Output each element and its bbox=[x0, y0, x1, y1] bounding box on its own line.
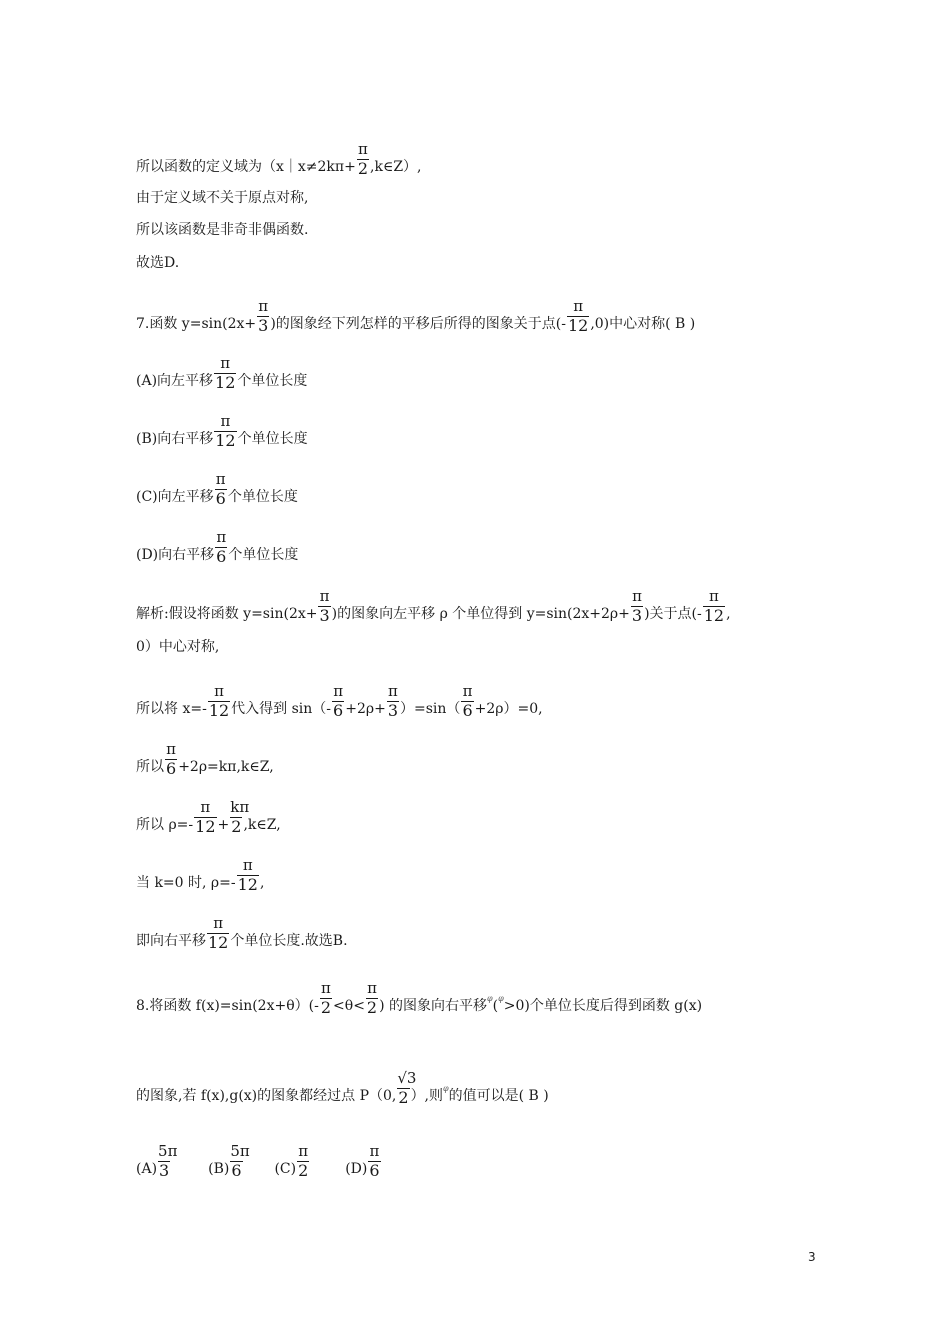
option-label: (C) bbox=[274, 1161, 297, 1177]
fraction bbox=[631, 587, 643, 625]
fraction-numerator: π bbox=[237, 856, 259, 876]
solution-answer-6: 故选D. bbox=[136, 255, 180, 271]
fraction-denominator: 3 bbox=[258, 316, 269, 335]
option-b bbox=[136, 412, 308, 450]
fraction bbox=[237, 856, 259, 894]
fraction-numerator: π bbox=[333, 682, 344, 700]
fraction-denominator: 2 bbox=[366, 998, 378, 1017]
fraction bbox=[387, 682, 399, 720]
fraction-denominator: 12 bbox=[208, 933, 229, 952]
fraction-numerator: π bbox=[367, 979, 377, 997]
fraction-numerator: π bbox=[369, 1142, 380, 1160]
text: ,k∈Z）, bbox=[370, 159, 422, 175]
text: +2ρ）=0, bbox=[474, 701, 543, 717]
text: 7.函数 y=sin(2x+ bbox=[136, 316, 257, 332]
option-label: (B) bbox=[208, 1161, 230, 1177]
fraction-denominator: 6 bbox=[333, 701, 344, 720]
text: ( bbox=[492, 998, 499, 1014]
fraction-numerator: π bbox=[358, 140, 368, 158]
fraction-denominator: 12 bbox=[195, 817, 216, 836]
fraction-numerator: 5π bbox=[230, 1142, 250, 1160]
question-8-line-2 bbox=[136, 1069, 549, 1107]
fraction bbox=[215, 470, 227, 508]
fraction-denominator: 6 bbox=[216, 547, 227, 566]
text: (C)向左平移 bbox=[136, 489, 214, 505]
question-7 bbox=[136, 297, 696, 335]
text: (D)向右平移 bbox=[136, 547, 215, 563]
fraction bbox=[214, 354, 236, 392]
fraction-numerator: π bbox=[567, 297, 589, 317]
solution-7-line-7 bbox=[136, 914, 348, 952]
text: 所以将 x=- bbox=[136, 701, 207, 717]
fraction bbox=[297, 1142, 309, 1180]
fraction bbox=[332, 682, 344, 720]
text: , bbox=[726, 606, 731, 622]
fraction-denominator: 2 bbox=[357, 159, 369, 178]
fraction bbox=[194, 798, 216, 836]
fraction bbox=[368, 1142, 380, 1180]
text: 所以 bbox=[136, 759, 164, 775]
fraction-denominator: 2 bbox=[320, 998, 332, 1017]
fraction-denominator: 2 bbox=[231, 817, 242, 836]
phi-symbol: φ bbox=[443, 1084, 449, 1093]
page-number: 3 bbox=[808, 1250, 816, 1264]
phi-symbol: φ bbox=[498, 994, 504, 1003]
fraction-denominator: 3 bbox=[387, 701, 399, 720]
solution-line-3: 所以该函数是非奇非偶函数. bbox=[136, 222, 309, 238]
text: ,k∈Z, bbox=[243, 817, 281, 833]
fraction bbox=[703, 587, 725, 625]
fraction-denominator: 6 bbox=[369, 1161, 380, 1180]
solution-domain-line bbox=[136, 140, 422, 178]
fraction-denominator: 6 bbox=[462, 701, 473, 720]
text: 的值可以是( B ) bbox=[448, 1088, 549, 1104]
fraction-denominator: 3 bbox=[159, 1161, 170, 1180]
text: ) 的图象向右平移 bbox=[379, 998, 488, 1014]
fraction-numerator: π bbox=[215, 470, 226, 488]
fraction-numerator: √3 bbox=[397, 1069, 417, 1087]
text: 个单位长度 bbox=[228, 547, 299, 563]
fraction-numerator: kπ bbox=[230, 798, 250, 816]
solution-7-line-1 bbox=[136, 587, 731, 625]
fraction-numerator: π bbox=[214, 412, 236, 432]
fraction-numerator: π bbox=[462, 682, 473, 700]
option-label: (A) bbox=[136, 1161, 158, 1177]
text: + bbox=[217, 817, 230, 833]
text: (A)向左平移 bbox=[136, 373, 214, 389]
question-8-line-1 bbox=[136, 979, 703, 1017]
text: ）=sin（ bbox=[400, 701, 461, 717]
fraction bbox=[320, 979, 332, 1017]
text: 个单位长度 bbox=[227, 489, 298, 505]
text: >0)个单位长度后得到函数 g(x) bbox=[503, 998, 703, 1014]
fraction bbox=[207, 914, 229, 952]
fraction-denominator: 6 bbox=[215, 489, 226, 508]
fraction-numerator: π bbox=[319, 587, 330, 605]
fraction-denominator: 2 bbox=[398, 1088, 409, 1107]
solution-line-2: 由于定义域不关于原点对称, bbox=[136, 190, 309, 206]
text: 个单位长度 bbox=[237, 373, 308, 389]
fraction-numerator: 5π bbox=[158, 1142, 178, 1160]
text: 所以 ρ=- bbox=[136, 817, 194, 833]
fraction-numerator: π bbox=[194, 798, 216, 818]
option-c bbox=[274, 1142, 310, 1180]
fraction-numerator: π bbox=[214, 354, 236, 374]
fraction-denominator: 12 bbox=[703, 606, 725, 625]
fraction-numerator: π bbox=[298, 1142, 309, 1160]
fraction bbox=[318, 587, 330, 625]
text: )的图象经下列怎样的平移后所得的图象关于点(- bbox=[270, 316, 566, 332]
option-d bbox=[345, 1142, 381, 1180]
option-label: (D) bbox=[345, 1161, 368, 1177]
fraction-denominator: 6 bbox=[231, 1161, 242, 1180]
fraction-numerator: π bbox=[258, 297, 269, 315]
fraction bbox=[165, 740, 177, 778]
fraction-numerator: π bbox=[387, 682, 398, 700]
fraction-denominator: 2 bbox=[298, 1161, 309, 1180]
fraction-denominator: 12 bbox=[237, 875, 258, 894]
fraction-denominator: 12 bbox=[208, 701, 230, 720]
fraction bbox=[215, 528, 227, 566]
solution-7-line-6 bbox=[136, 856, 265, 894]
fraction-numerator: π bbox=[632, 587, 642, 605]
solution-7-line-2: 0）中心对称, bbox=[136, 639, 220, 655]
text: 的图象,若 f(x),g(x)的图象都经过点 P（0, bbox=[136, 1088, 397, 1104]
fraction bbox=[461, 682, 473, 720]
text: <θ< bbox=[333, 998, 365, 1014]
text: 所以函数的定义域为（x｜x≠2kπ+ bbox=[136, 159, 356, 175]
fraction-numerator: π bbox=[166, 740, 177, 758]
fraction-numerator: π bbox=[216, 528, 227, 546]
option-a bbox=[136, 354, 308, 392]
fraction bbox=[397, 1069, 417, 1107]
fraction bbox=[567, 297, 589, 335]
fraction bbox=[357, 140, 369, 178]
fraction-denominator: 3 bbox=[319, 606, 330, 625]
fraction-denominator: 3 bbox=[631, 606, 643, 625]
fraction-numerator: π bbox=[208, 682, 230, 702]
text: 个单位长度 bbox=[237, 431, 308, 447]
text: 8.将函数 f(x)=sin(2x+θ）(- bbox=[136, 998, 319, 1014]
text: +2ρ=kπ,k∈Z, bbox=[178, 759, 274, 775]
text: ）,则 bbox=[410, 1088, 444, 1104]
fraction bbox=[208, 682, 230, 720]
text: +2ρ+ bbox=[345, 701, 386, 717]
fraction-denominator: 12 bbox=[567, 316, 589, 335]
text: 代入得到 sin（- bbox=[231, 701, 332, 717]
fraction-numerator: π bbox=[321, 979, 331, 997]
text: 即向右平移 bbox=[136, 933, 206, 949]
solution-7-line-4 bbox=[136, 740, 274, 778]
fraction bbox=[214, 412, 236, 450]
option-c bbox=[136, 470, 298, 508]
fraction-denominator: 6 bbox=[166, 759, 177, 778]
option-d bbox=[136, 528, 299, 566]
fraction-denominator: 12 bbox=[215, 431, 236, 450]
text: (B)向右平移 bbox=[136, 431, 214, 447]
text: 个单位长度.故选B. bbox=[230, 933, 348, 949]
fraction-numerator: π bbox=[703, 587, 725, 607]
fraction-numerator: π bbox=[207, 914, 229, 934]
text: 解析:假设将函数 y=sin(2x+ bbox=[136, 606, 318, 622]
text: )的图象向左平移 ρ 个单位得到 y=sin(2x+2ρ+ bbox=[331, 606, 630, 622]
fraction bbox=[257, 297, 269, 335]
text: ,0)中心对称( B ) bbox=[590, 316, 696, 332]
text: )关于点(- bbox=[644, 606, 702, 622]
fraction bbox=[366, 979, 378, 1017]
solution-7-line-3 bbox=[136, 682, 543, 720]
phi-symbol: φ bbox=[487, 994, 493, 1003]
fraction-denominator: 12 bbox=[215, 373, 236, 392]
text: 当 k=0 时, ρ=- bbox=[136, 875, 236, 891]
text: , bbox=[259, 875, 265, 891]
